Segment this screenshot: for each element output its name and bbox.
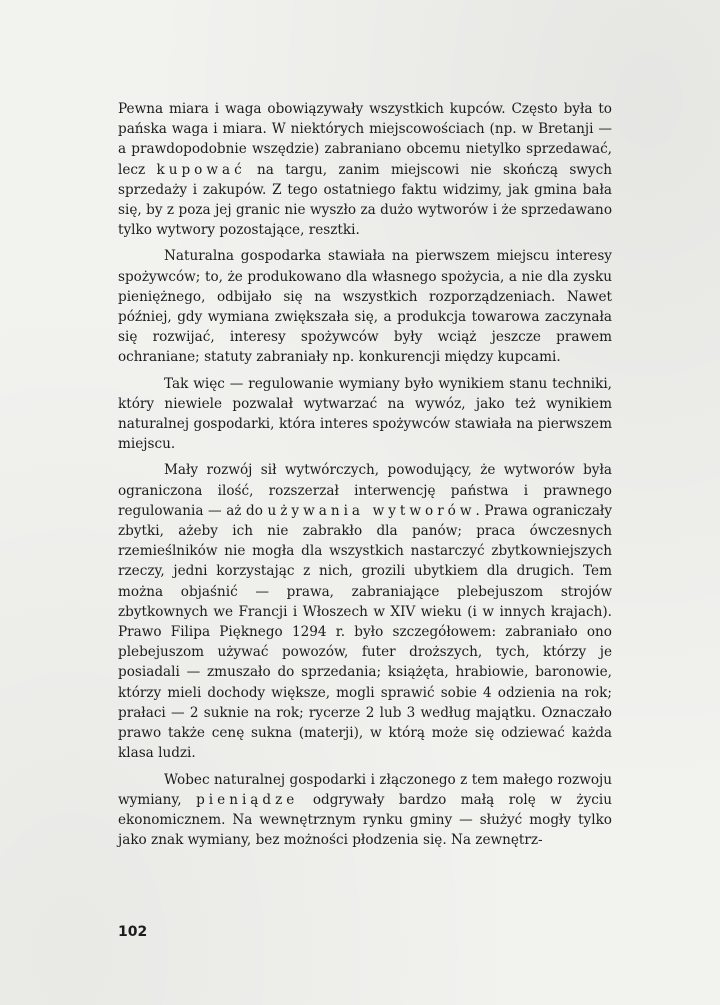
text-run: na targu, zanim miejscowi nie skończą swych sprzedaży i zakupów. Z tego ostatniego faktu widzimy, jak gmina bała się, by z poza jej granic nie wyszło za dużo wytworów i że sprzedawano tylko wytwory pozostające, resztki.: [118, 161, 612, 239]
text-run: . Prawa ograniczały zbytki, ażeby ich nie zabrakło dla panów; praca ówczesnych rzemieślników nie mogła dla wszystkich nastarczyć zbytkowniejszych rzeczy, jedni korzystając z nich, grozili ubytkiem dla drugich. Tem można objaśnić — prawa, zabraniające plebejuszom strojów zbytkownych we Francji i Włoszech w XIV wieku (i w innych krajach). Prawo Filipa Pięknego 1294 r. było szczegółowem: zabraniało ono plebejuszom używać powozów, futer droższych, tych, którzy je posiadali — zmuszało do sprzedania; książęta, hrabiowie, baronowie, którzy mieli dochody większe, mogli sprawić sobie 4 odzienia na rok; prałaci — 2 suknie na rok; rycerze 2 lub 3 według majątku. Oznaczało prawo także cenę sukna (materji), w którą może się odziewać każda klasa ludzi.: [118, 502, 613, 762]
paragraph-2: [118, 246, 612, 367]
text-run: Tak więc — regulowanie wymiany było wynikiem stanu techniki, który niewiele pozwalał wytwarzać na wywóz, jako też wynikiem naturalnej gospodarki, która interes spożywców stawiała na pierwszem miejscu.: [118, 375, 612, 453]
emphasized-text: kupować: [156, 161, 246, 178]
paragraph-1: [118, 99, 612, 240]
body-text: [118, 99, 612, 856]
text-run: odgrywały bardzo małą rolę w życiu ekonomicznem. Na wewnętrznym rynku gminy — służyć mogły tylko jako znak wymiany, bez możności płodzenia się. Na zewnętrz-: [118, 791, 612, 849]
paragraph-3: [118, 374, 612, 455]
text-run: Wobec naturalnej gospodarki i złączonego z tem małego rozwoju wymiany,: [118, 771, 612, 808]
page-number: 102: [118, 924, 148, 940]
text-run: Mały rozwój sił wytwórczych, powodujący, że wytworów była ograniczona ilość, rozszerzał interwencję państwa i prawnego regulowania — aż do: [118, 462, 612, 519]
emphasized-text: pieniądze: [196, 791, 299, 808]
paragraph-4: [118, 460, 612, 763]
text-run: Pewna miara i waga obowiązywały wszystkich kupców. Często była to pańska waga i miara. W niektórych miejscowościach (np. w Bretanji — a prawdopodobnie wszędzie) zabraniano obcemu nietylko sprzedawać, lecz: [118, 101, 612, 178]
paragraph-5: [118, 770, 612, 851]
text-run: Naturalna gospodarka stawiała na pierwszem miejscu interesy spożywców; to, że produkowano dla własnego spożycia, a nie dla zysku pieniężnego, odbijało się na wszystkich rozporządzeniach. Nawet później, gdy wymiana zwiększała się, a produkcja towarowa zaczynała się rozwijać, interesy spożywców były wciąż jeszcze prawem ochraniane; statuty zabraniały np. konkurencji między kupcami.: [118, 248, 612, 366]
emphasized-text: używania wytworów: [267, 502, 476, 519]
